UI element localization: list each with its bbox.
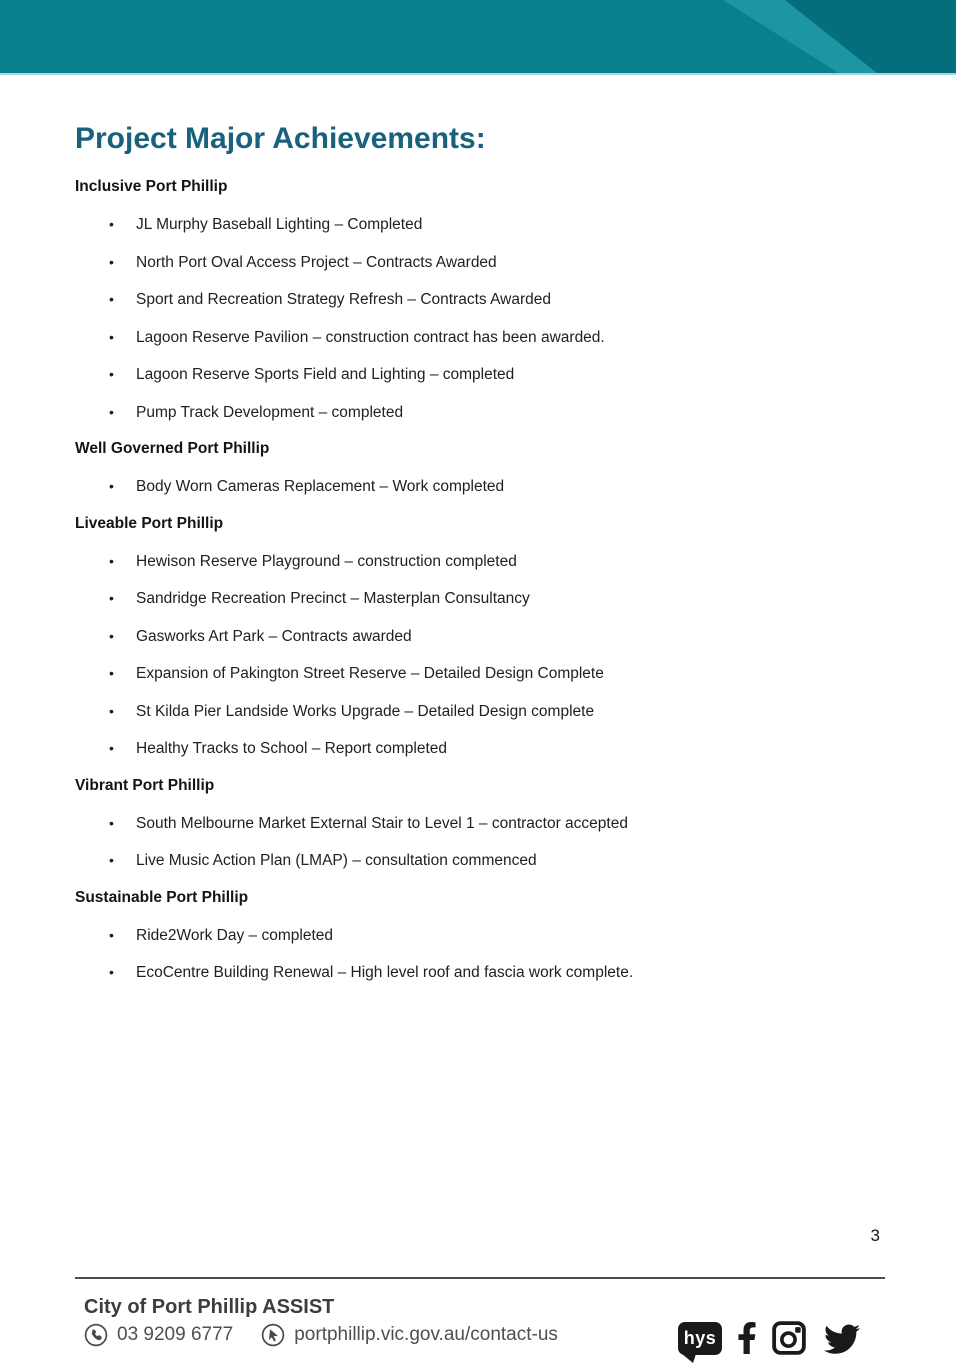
list-item [75,553,886,570]
list-item-text: Sandridge Recreation Precinct – Masterplan Consultancy [136,590,530,607]
list-item [75,404,886,421]
list-item-text: Lagoon Reserve Pavilion – construction contract has been awarded. [136,328,605,346]
cursor-icon [261,1323,285,1347]
section-heading: Inclusive Port Phillip [75,178,228,195]
bullet-dot: • [109,814,114,831]
bullet-dot: • [109,253,114,270]
twitter-icon[interactable] [821,1320,863,1356]
bullet-dot: • [109,366,114,382]
document-body [0,75,956,981]
list-item-text: South Melbourne Market External Stair to Level 1 – contractor accepted [136,814,628,832]
footer-org-name: City of Port Phillip ASSIST [84,1296,335,1318]
bullet-dot: • [109,627,114,644]
page-title: Project Major Achievements: [75,122,486,155]
page-number: 3 [870,1226,880,1245]
facebook-icon[interactable] [737,1320,757,1356]
bullet-dot: • [109,926,114,943]
instagram-icon[interactable] [772,1321,806,1355]
bullet-dot: • [109,665,114,681]
list-item [75,815,886,832]
bullet-dot: • [109,291,114,307]
list-item [75,366,886,383]
list-item-text: Gasworks Art Park – Contracts awarded [136,627,412,645]
bullet-dot: • [109,478,114,494]
list-item-text: Pump Track Development – completed [136,403,404,421]
list-item [75,478,886,495]
footer-phone: 03 9209 6777 [117,1324,234,1345]
phone-icon [84,1323,108,1347]
list-item [75,628,886,645]
list-item-text: Sport and Recreation Strategy Refresh – Contracts Awarded [136,291,551,308]
list-item-text: Lagoon Reserve Sports Field and Lighting – completed [136,366,515,383]
list-item-text: St Kilda Pier Landside Works Upgrade – Detailed Design complete [136,702,595,720]
bullet-dot: • [109,216,114,232]
list-item-text: Live Music Action Plan (LMAP) – consultation commenced [136,852,537,869]
bullet-dot: • [109,740,114,756]
bullet-dot: • [109,328,114,345]
section-inclusive [75,179,886,421]
section-heading: Sustainable Port Phillip [75,888,249,906]
section-vibrant [75,778,886,870]
bullet-dot: • [109,964,114,980]
section-sustainable [75,890,886,982]
list-item [75,964,886,981]
social-icons [678,1318,863,1358]
list-item [75,740,886,757]
section-heading: Vibrant Port Phillip [75,776,215,794]
list-item [75,852,886,869]
list-item [75,216,886,233]
list-item-text: Body Worn Cameras Replacement – Work completed [136,478,505,495]
section-well-governed [75,441,886,495]
list-item [75,590,886,607]
section-liveable [75,516,886,758]
list-item-text: Expansion of Pakington Street Reserve – Detailed Design Complete [136,665,604,682]
list-item [75,254,886,271]
footer-contact-line [84,1323,558,1347]
list-item-text: Healthy Tracks to School – Report completed [136,740,448,757]
list-item [75,665,886,682]
list-item [75,927,886,944]
list-item [75,703,886,720]
list-item-text: North Port Oval Access Project – Contracts Awarded [136,253,497,271]
bullet-dot: • [109,552,114,569]
section-heading: Liveable Port Phillip [75,514,224,532]
list-item-text: JL Murphy Baseball Lighting – Completed [136,216,423,233]
have-your-say-icon[interactable] [678,1322,722,1355]
list-item-text: Hewison Reserve Playground – construction completed [136,552,517,570]
bullet-dot: • [109,852,114,868]
list-item [75,291,886,308]
bullet-dot: • [109,403,114,420]
header-band [0,0,956,75]
list-item [75,329,886,346]
list-item-text: Ride2Work Day – completed [136,926,333,944]
section-heading: Well Governed Port Phillip [75,440,270,457]
list-item-text: EcoCentre Building Renewal – High level roof and fascia work complete. [136,964,634,981]
bullet-dot: • [109,702,114,719]
footer-divider [75,1277,885,1279]
bullet-dot: • [109,590,114,606]
hys-label: hys [683,1327,717,1348]
footer-website[interactable]: portphillip.vic.gov.au/contact-us [294,1324,558,1345]
